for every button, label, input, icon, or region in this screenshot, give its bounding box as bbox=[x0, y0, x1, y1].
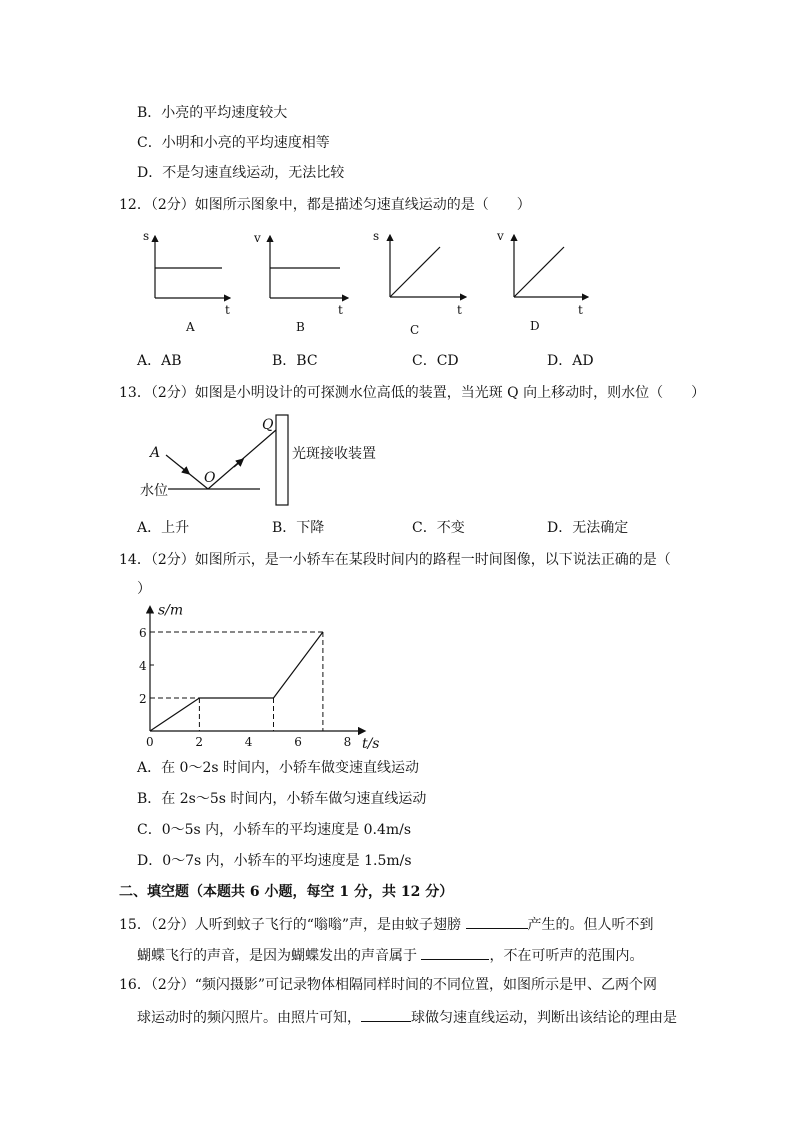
q13-point-q: Q bbox=[262, 417, 274, 433]
q15-blank-2[interactable] bbox=[421, 945, 489, 960]
q14-chart bbox=[130, 604, 390, 754]
q12-c-label: C bbox=[410, 323, 420, 337]
q14-x-tick-6: 6 bbox=[294, 735, 302, 749]
q15-line1 bbox=[119, 914, 654, 934]
q14-stem-line2: ） bbox=[137, 581, 151, 597]
q14-x-tick-2: 2 bbox=[195, 735, 204, 749]
q12-d-label: D bbox=[530, 319, 540, 333]
q13-reflected-ray bbox=[208, 430, 276, 489]
q12-graph-c bbox=[373, 229, 466, 337]
q15-blank-1[interactable] bbox=[466, 914, 528, 929]
q16-part2: 球做匀速直线运动，判断出该结论的理由是 bbox=[411, 1010, 677, 1026]
q13-point-a: A bbox=[150, 445, 161, 461]
q14-y-label: s/m bbox=[158, 602, 184, 619]
q13-figure bbox=[0, 410, 794, 510]
q12-option-d: D．AD bbox=[547, 353, 594, 369]
q13-option-b: B．下降 bbox=[272, 520, 325, 536]
q12-option-b: B．BC bbox=[272, 353, 318, 369]
q15-part1: 15．（2分）人听到蚊子飞行的“嗡嗡”声，是由蚊子翅膀 bbox=[119, 917, 462, 933]
q14-series-line bbox=[150, 632, 323, 731]
q12-a-ylabel: s bbox=[143, 229, 150, 243]
q13-reflected-arrow bbox=[234, 461, 241, 467]
q15-part2: 产生的。但人听不到 bbox=[527, 917, 654, 933]
q12-stem: 12．（2分）如图所示图象中，都是描述匀速直线运动的是（ ） bbox=[119, 197, 531, 213]
q15-part3: 蝴蝶飞行的声音，是因为蝴蝶发出的声音属于 bbox=[137, 948, 417, 964]
q15-line2 bbox=[137, 945, 643, 965]
q14-option-b: B．在 2s～5s 时间内，小轿车做匀速直线运动 bbox=[137, 791, 427, 807]
q12-option-a: A．AB bbox=[137, 353, 182, 369]
q12-b-label: B bbox=[296, 320, 305, 334]
q12-b-ylabel: v bbox=[254, 231, 261, 245]
q14-option-c: C．0～5s 内，小轿车的平均速度是 0.4m/s bbox=[137, 822, 412, 838]
q14-guides bbox=[150, 632, 323, 731]
section2-heading: 二、填空题（本题共 6 小题，每空 1 分，共 12 分） bbox=[119, 884, 454, 900]
q16-blank-1[interactable] bbox=[361, 1007, 411, 1022]
q12-c-ylabel: s bbox=[373, 229, 380, 243]
q14-option-d: D．0～7s 内，小轿车的平均速度是 1.5m/s bbox=[137, 853, 412, 869]
q12-c-xlabel: t bbox=[457, 303, 462, 317]
q13-receiver-plate bbox=[276, 415, 288, 505]
q11-option-d: D．不是匀速直线运动，无法比较 bbox=[137, 165, 345, 181]
q14-option-a: A．在 0～2s 时间内，小轿车做变速直线运动 bbox=[137, 760, 420, 776]
q14-x-tick-4: 4 bbox=[244, 735, 253, 749]
q14-y-tick-6: 6 bbox=[139, 626, 147, 640]
q13-option-c: C．不变 bbox=[412, 520, 465, 536]
q14-y-tick-4: 4 bbox=[139, 659, 147, 673]
q15-part4: ，不在可听声的范围内。 bbox=[489, 948, 644, 964]
q13-option-a: A．上升 bbox=[137, 520, 190, 536]
q13-incident-arrow bbox=[181, 467, 187, 472]
q13-option-d: D．无法确定 bbox=[547, 520, 629, 536]
q13-stem: 13．（2分）如图是小明设计的可探测水位高低的装置，当光斑 Q 向上移动时，则水位（ ） bbox=[119, 385, 706, 401]
q12-graph-a bbox=[143, 229, 230, 334]
q14-y-tick-2: 2 bbox=[139, 692, 147, 706]
q12-b-xlabel: t bbox=[338, 303, 343, 317]
q12-d-ylabel: v bbox=[497, 229, 504, 243]
q12-option-c: C．CD bbox=[412, 353, 459, 369]
q12-c-plot-line bbox=[390, 247, 440, 297]
q12-d-xlabel: t bbox=[578, 303, 583, 317]
q12-graph-d bbox=[496, 229, 588, 333]
q14-x-tick-0: 0 bbox=[146, 735, 154, 749]
q12-graphs bbox=[0, 224, 794, 344]
q13-point-o: O bbox=[204, 470, 216, 486]
q14-stem-line1: 14．（2分）如图所示，是一小轿车在某段时间内的路程一时间图像，以下说法正确的是（ bbox=[119, 552, 671, 568]
q14-x-label: t/s bbox=[361, 736, 380, 752]
q16-part1: 球运动时的频闪照片。由照片可知， bbox=[137, 1010, 361, 1026]
q12-a-xlabel: t bbox=[225, 303, 230, 317]
q13-water-label: 水位 bbox=[140, 483, 168, 499]
q13-receiver-label: 光斑接收装置 bbox=[292, 446, 376, 462]
q12-graph-b bbox=[253, 231, 348, 334]
q16-line2 bbox=[137, 1007, 677, 1027]
q14-x-tick-8: 8 bbox=[343, 735, 352, 749]
q11-option-c: C．小明和小亮的平均速度相等 bbox=[137, 135, 330, 151]
q16-line1: 16．（2分）“频闪摄影”可记录物体相隔同样时间的不同位置，如图所示是甲、乙两个网 bbox=[119, 977, 658, 993]
q11-option-b: B．小亮的平均速度较大 bbox=[137, 105, 288, 121]
q12-d-plot-line bbox=[514, 247, 564, 297]
q12-a-label: A bbox=[186, 320, 195, 334]
